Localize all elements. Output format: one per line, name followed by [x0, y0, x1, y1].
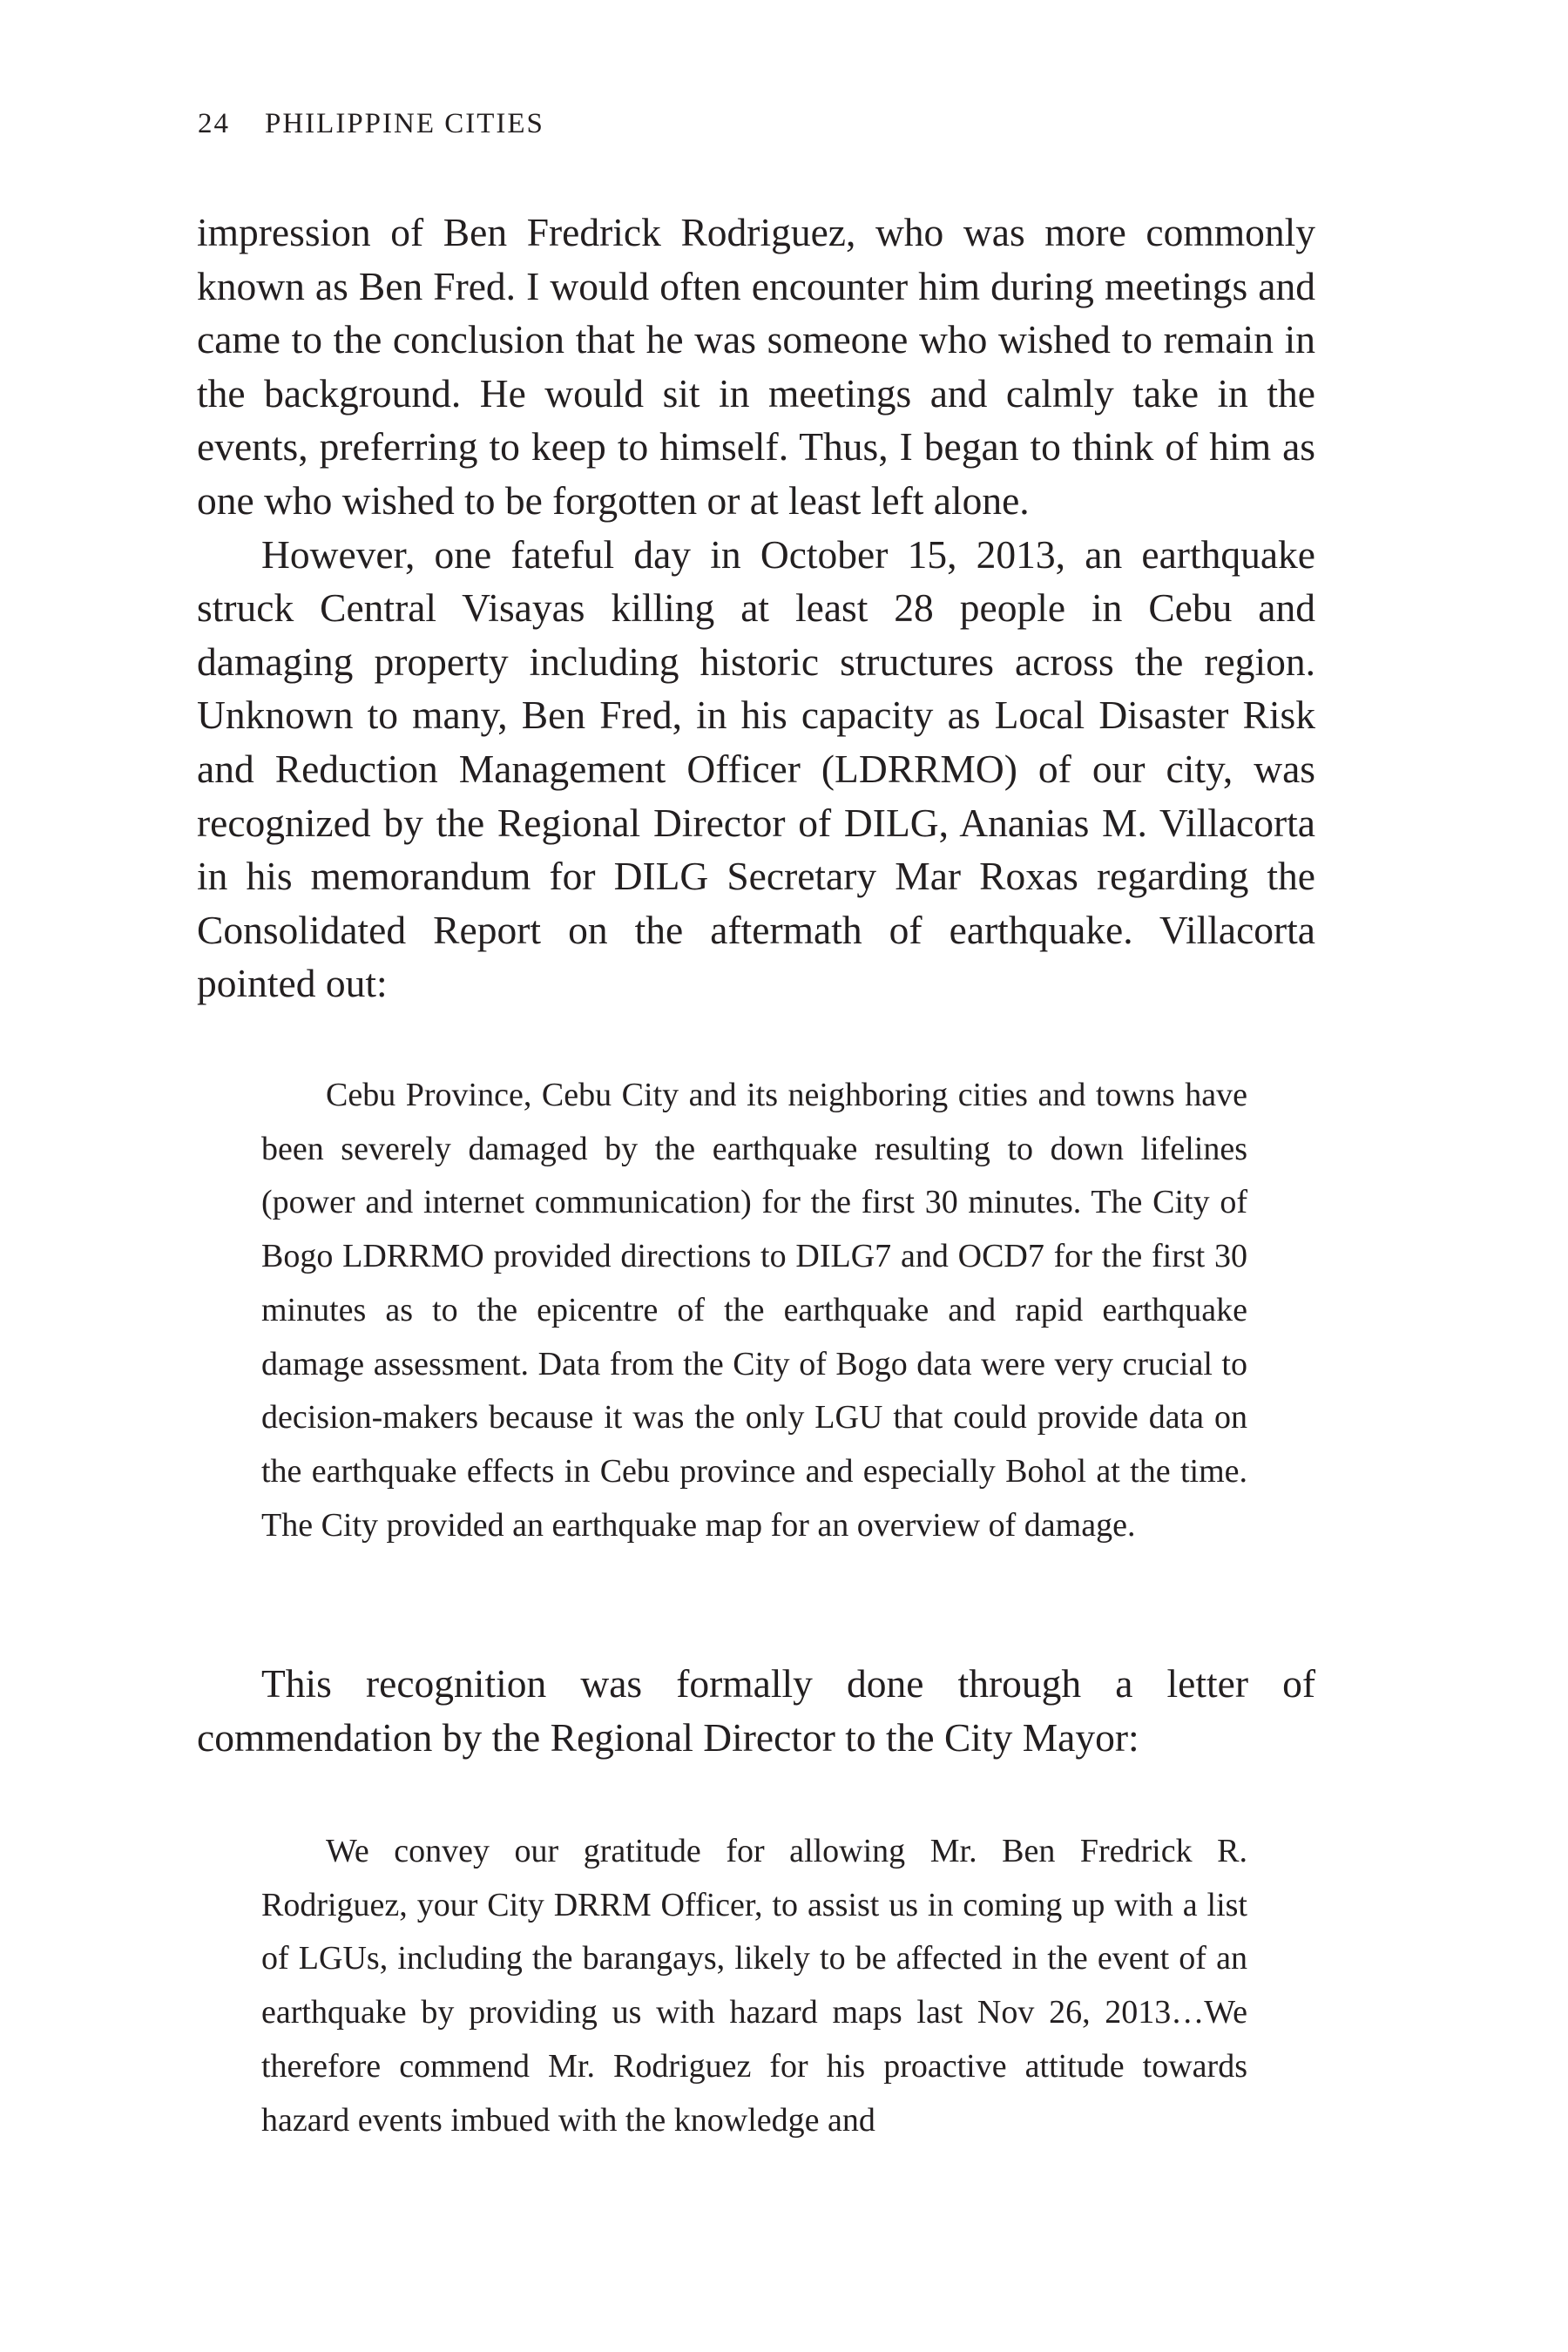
paragraph: This recognition was formally done through a letter of commendation by the Regional Director to the City Mayor: [197, 1661, 1315, 1760]
block-quote [261, 1825, 1247, 2147]
paragraph: However, one fateful day in October 15, 2013, an earthquake struck Central Visayas killing at least 28 people in Cebu and damaging property including historic structures across the region. Unknown to many, Ben Fred, in his capacity as Local Disaster Risk and Reduction Management Officer (LDRRMO) of our city, was recognized by the Regional Director of DILG, Ananias M. Villacorta in his memorandum for DILG Secretary Mar Roxas regarding the Consolidated Report on the aftermath of earthquake. Villacorta pointed out: [197, 531, 1315, 1006]
body-text-section-2 [197, 1657, 1315, 1764]
page-number: 24 [198, 108, 230, 139]
block-quote [261, 1069, 1247, 1552]
paragraph: impression of Ben Fredrick Rodriguez, who was more commonly known as Ben Fred. I would often encounter him during meetings and came to the conclusion that he was someone who wished to remain in the background. He would sit in meetings and calmly take in the events, preferring to keep to himself. Thus, I began to think of him as one who wished to be forgotten or at least left alone. [197, 210, 1315, 523]
quote-text: Cebu Province, Cebu City and its neighboring cities and towns have been severely damaged by the earthquake resulting to down lifelines (power and internet communication) for the first 30 minutes. The City of Bogo LDRRMO provided directions to DILG7 and OCD7 for the first 30 minutes as to the epicentre of the earthquake and rapid earthquake damage assessment. Data from the City of Bogo data were very crucial to decision-makers because it was the only LGU that could provide data on the earthquake effects in Cebu province and especially Bohol at the time. The City provided an earthquake map for an overview of damage. [261, 1077, 1247, 1544]
body-text-section-1 [197, 206, 1315, 1010]
running-head [198, 106, 544, 141]
running-title: PHILIPPINE CITIES [265, 108, 544, 139]
quote-text: We convey our gratitude for allowing Mr. Ben Fredrick R. Rodriguez, your City DRRM Officer, to assist us in coming up with a list of LGUs, including the barangays, likely to be affected in the event of an earthquake by providing us with hazard maps last Nov 26, 2013…We therefore commend Mr. Rodriguez for his proactive attitude towards hazard events imbued with the knowledge and [261, 1833, 1247, 2139]
